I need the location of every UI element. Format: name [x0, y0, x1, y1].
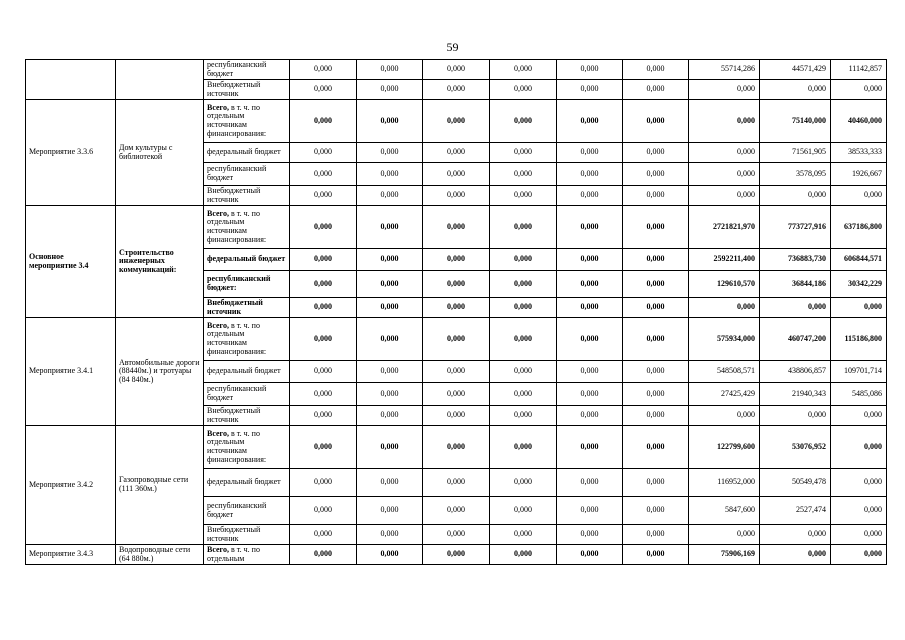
value-cell: 0,000 — [490, 80, 557, 100]
value-cell: 2721821,970 — [689, 206, 760, 249]
value-cell: 0,000 — [557, 497, 623, 525]
value-cell: 0,000 — [290, 406, 357, 426]
value-cell: 0,000 — [623, 100, 689, 143]
value-cell: 0,000 — [689, 80, 760, 100]
value-cell: 0,000 — [423, 186, 490, 206]
value-cell: 0,000 — [490, 361, 557, 383]
value-cell: 0,000 — [490, 545, 557, 565]
value-cell: 0,000 — [623, 298, 689, 318]
value-cell: 21940,343 — [760, 383, 831, 406]
source-total-label: Всего, — [207, 320, 229, 330]
value-cell: 0,000 — [357, 80, 423, 100]
value-cell: 0,000 — [623, 525, 689, 545]
source-label: в т. ч. по отдельным источникам финансирования: — [207, 428, 267, 464]
value-cell: 0,000 — [623, 426, 689, 469]
source-label: в т. ч. по отдельным источникам финансирования: — [207, 320, 267, 356]
value-cell: 71561,905 — [760, 143, 831, 163]
value-cell: 5485,086 — [831, 383, 887, 406]
value-cell: 0,000 — [623, 60, 689, 80]
value-cell: 0,000 — [423, 143, 490, 163]
object-cell: Дом культуры с библиотекой — [116, 100, 204, 206]
value-cell: 0,000 — [689, 143, 760, 163]
value-cell: 0,000 — [557, 525, 623, 545]
value-cell: 0,000 — [290, 206, 357, 249]
value-cell: 0,000 — [490, 60, 557, 80]
value-cell: 0,000 — [490, 318, 557, 361]
value-cell: 0,000 — [423, 361, 490, 383]
value-cell: 0,000 — [357, 186, 423, 206]
value-cell: 0,000 — [557, 186, 623, 206]
value-cell: 0,000 — [557, 80, 623, 100]
source-cell — [204, 206, 290, 249]
value-cell: 0,000 — [290, 60, 357, 80]
event-cell: Мероприятие 3.3.6 — [26, 100, 116, 206]
object-cell: Автомобильные дороги (88440м.) и тротуары (84 840м.) — [116, 318, 204, 426]
value-cell: 0,000 — [357, 545, 423, 565]
source-total-label: Всего, — [207, 208, 229, 218]
table-row — [26, 426, 887, 469]
value-cell: 0,000 — [357, 249, 423, 271]
value-cell: 0,000 — [557, 383, 623, 406]
value-cell: 0,000 — [557, 249, 623, 271]
value-cell: 3578,095 — [760, 163, 831, 186]
source-cell: федеральный бюджет — [204, 361, 290, 383]
value-cell: 116952,000 — [689, 469, 760, 497]
value-cell: 0,000 — [423, 525, 490, 545]
value-cell: 0,000 — [357, 406, 423, 426]
value-cell: 0,000 — [557, 206, 623, 249]
value-cell: 0,000 — [490, 383, 557, 406]
value-cell: 0,000 — [623, 318, 689, 361]
value-cell: 50549,478 — [760, 469, 831, 497]
source-total-label: Всего, — [207, 102, 229, 112]
value-cell: 0,000 — [357, 497, 423, 525]
value-cell: 0,000 — [557, 143, 623, 163]
value-cell: 40460,000 — [831, 100, 887, 143]
value-cell: 0,000 — [623, 469, 689, 497]
value-cell: 0,000 — [689, 406, 760, 426]
value-cell: 0,000 — [689, 100, 760, 143]
value-cell: 0,000 — [290, 271, 357, 298]
value-cell: 0,000 — [290, 298, 357, 318]
value-cell: 0,000 — [557, 100, 623, 143]
value-cell: 773727,916 — [760, 206, 831, 249]
object-cell — [116, 60, 204, 100]
source-label: в т. ч. по отдельным — [207, 544, 260, 563]
value-cell: 109701,714 — [831, 361, 887, 383]
source-total-label: Всего, — [207, 544, 229, 554]
value-cell: 0,000 — [557, 406, 623, 426]
value-cell: 0,000 — [557, 271, 623, 298]
value-cell: 0,000 — [490, 186, 557, 206]
event-cell: Мероприятие 3.4.1 — [26, 318, 116, 426]
value-cell: 0,000 — [623, 361, 689, 383]
source-total-label: Всего, — [207, 428, 229, 438]
value-cell: 0,000 — [290, 383, 357, 406]
value-cell: 38533,333 — [831, 143, 887, 163]
source-cell: Внебюджетный источник — [204, 525, 290, 545]
value-cell: 0,000 — [357, 318, 423, 361]
value-cell: 736883,730 — [760, 249, 831, 271]
value-cell: 0,000 — [290, 426, 357, 469]
value-cell: 606844,571 — [831, 249, 887, 271]
value-cell: 0,000 — [290, 249, 357, 271]
value-cell: 0,000 — [623, 143, 689, 163]
value-cell: 438806,857 — [760, 361, 831, 383]
value-cell: 0,000 — [623, 206, 689, 249]
value-cell: 0,000 — [490, 206, 557, 249]
source-cell: Внебюджетный источник — [204, 80, 290, 100]
value-cell: 548508,571 — [689, 361, 760, 383]
value-cell: 0,000 — [557, 426, 623, 469]
value-cell: 0,000 — [423, 545, 490, 565]
value-cell: 0,000 — [290, 318, 357, 361]
value-cell: 0,000 — [423, 426, 490, 469]
value-cell: 0,000 — [423, 100, 490, 143]
value-cell: 129610,570 — [689, 271, 760, 298]
value-cell: 0,000 — [557, 318, 623, 361]
value-cell: 0,000 — [623, 163, 689, 186]
value-cell: 0,000 — [490, 426, 557, 469]
source-cell: республиканский бюджет — [204, 163, 290, 186]
value-cell: 0,000 — [490, 271, 557, 298]
value-cell: 0,000 — [557, 545, 623, 565]
value-cell: 0,000 — [760, 406, 831, 426]
value-cell: 5847,600 — [689, 497, 760, 525]
value-cell: 44571,429 — [760, 60, 831, 80]
source-cell: республиканский бюджет — [204, 497, 290, 525]
value-cell: 55714,286 — [689, 60, 760, 80]
value-cell: 0,000 — [490, 525, 557, 545]
value-cell: 0,000 — [423, 206, 490, 249]
value-cell: 0,000 — [557, 469, 623, 497]
value-cell: 0,000 — [557, 361, 623, 383]
value-cell: 0,000 — [831, 426, 887, 469]
value-cell: 0,000 — [623, 497, 689, 525]
value-cell: 0,000 — [831, 406, 887, 426]
value-cell: 0,000 — [623, 545, 689, 565]
value-cell: 0,000 — [831, 298, 887, 318]
value-cell: 0,000 — [357, 525, 423, 545]
value-cell: 0,000 — [357, 361, 423, 383]
value-cell: 1926,667 — [831, 163, 887, 186]
table-row — [26, 206, 887, 249]
value-cell: 0,000 — [831, 497, 887, 525]
value-cell: 0,000 — [423, 318, 490, 361]
value-cell: 0,000 — [557, 163, 623, 186]
source-cell: федеральный бюджет — [204, 249, 290, 271]
value-cell: 0,000 — [357, 163, 423, 186]
value-cell: 0,000 — [357, 271, 423, 298]
value-cell: 637186,800 — [831, 206, 887, 249]
value-cell: 2592211,400 — [689, 249, 760, 271]
value-cell: 75906,169 — [689, 545, 760, 565]
object-cell: Газопроводные сети (111 360м.) — [116, 426, 204, 545]
value-cell: 30342,229 — [831, 271, 887, 298]
source-cell: федеральный бюджет — [204, 143, 290, 163]
value-cell: 0,000 — [557, 60, 623, 80]
value-cell: 0,000 — [357, 383, 423, 406]
source-cell: республиканский бюджет — [204, 383, 290, 406]
source-label: в т. ч. по отдельным источникам финансирования: — [207, 208, 267, 244]
value-cell: 0,000 — [423, 163, 490, 186]
value-cell: 0,000 — [423, 298, 490, 318]
value-cell: 36844,186 — [760, 271, 831, 298]
value-cell: 0,000 — [290, 100, 357, 143]
value-cell: 0,000 — [689, 525, 760, 545]
value-cell: 0,000 — [423, 497, 490, 525]
value-cell: 0,000 — [623, 406, 689, 426]
value-cell: 0,000 — [423, 406, 490, 426]
value-cell: 0,000 — [423, 249, 490, 271]
value-cell: 0,000 — [423, 60, 490, 80]
value-cell: 0,000 — [490, 249, 557, 271]
event-cell: Мероприятие 3.4.3 — [26, 545, 116, 565]
value-cell: 75140,000 — [760, 100, 831, 143]
value-cell: 0,000 — [831, 186, 887, 206]
value-cell: 0,000 — [831, 545, 887, 565]
source-cell: Внебюджетный источник — [204, 186, 290, 206]
value-cell: 0,000 — [357, 206, 423, 249]
value-cell: 2527,474 — [760, 497, 831, 525]
value-cell: 0,000 — [623, 271, 689, 298]
value-cell: 575934,000 — [689, 318, 760, 361]
value-cell: 0,000 — [423, 271, 490, 298]
value-cell: 0,000 — [831, 469, 887, 497]
value-cell: 0,000 — [423, 469, 490, 497]
value-cell: 0,000 — [831, 525, 887, 545]
table-row — [26, 545, 887, 565]
table-row — [26, 100, 887, 143]
value-cell: 0,000 — [423, 80, 490, 100]
value-cell: 0,000 — [760, 298, 831, 318]
value-cell: 0,000 — [490, 497, 557, 525]
event-cell: Мероприятие 3.4.2 — [26, 426, 116, 545]
value-cell: 0,000 — [490, 406, 557, 426]
value-cell: 0,000 — [423, 383, 490, 406]
value-cell: 0,000 — [357, 426, 423, 469]
event-cell — [26, 60, 116, 100]
value-cell: 0,000 — [357, 298, 423, 318]
source-cell: федеральный бюджет — [204, 469, 290, 497]
source-cell — [204, 318, 290, 361]
value-cell: 0,000 — [290, 163, 357, 186]
value-cell: 0,000 — [290, 525, 357, 545]
table-row — [26, 318, 887, 361]
source-cell: Внебюджетный источник — [204, 298, 290, 318]
value-cell: 0,000 — [290, 361, 357, 383]
value-cell: 11142,857 — [831, 60, 887, 80]
value-cell: 0,000 — [490, 143, 557, 163]
source-label: в т. ч. по отдельным источникам финансирования: — [207, 102, 267, 138]
value-cell: 0,000 — [623, 186, 689, 206]
value-cell: 53076,952 — [760, 426, 831, 469]
value-cell: 0,000 — [490, 100, 557, 143]
source-cell — [204, 426, 290, 469]
value-cell: 0,000 — [760, 186, 831, 206]
value-cell: 0,000 — [760, 545, 831, 565]
source-cell — [204, 545, 290, 565]
value-cell: 0,000 — [357, 469, 423, 497]
value-cell: 0,000 — [357, 100, 423, 143]
source-cell — [204, 100, 290, 143]
value-cell: 0,000 — [290, 186, 357, 206]
value-cell: 0,000 — [357, 60, 423, 80]
source-cell: Внебюджетный источник — [204, 406, 290, 426]
value-cell: 0,000 — [689, 186, 760, 206]
object-cell: Строительство инженерных коммуникаций: — [116, 206, 204, 318]
value-cell: 0,000 — [290, 80, 357, 100]
value-cell: 0,000 — [760, 80, 831, 100]
value-cell: 0,000 — [490, 163, 557, 186]
event-cell: Основное мероприятие 3.4 — [26, 206, 116, 318]
budget-table — [25, 59, 887, 565]
value-cell: 0,000 — [689, 163, 760, 186]
value-cell: 0,000 — [557, 298, 623, 318]
value-cell: 0,000 — [290, 545, 357, 565]
value-cell: 27425,429 — [689, 383, 760, 406]
value-cell: 122799,600 — [689, 426, 760, 469]
value-cell: 0,000 — [490, 469, 557, 497]
value-cell: 0,000 — [490, 298, 557, 318]
source-cell: республиканский бюджет: — [204, 271, 290, 298]
value-cell: 0,000 — [290, 469, 357, 497]
page-number: 59 — [446, 40, 459, 54]
value-cell: 0,000 — [357, 143, 423, 163]
value-cell: 115186,800 — [831, 318, 887, 361]
value-cell: 0,000 — [290, 497, 357, 525]
value-cell: 460747,200 — [760, 318, 831, 361]
value-cell: 0,000 — [623, 249, 689, 271]
value-cell: 0,000 — [623, 383, 689, 406]
table-row — [26, 60, 887, 80]
value-cell: 0,000 — [760, 525, 831, 545]
value-cell: 0,000 — [623, 80, 689, 100]
value-cell: 0,000 — [290, 143, 357, 163]
source-cell: республиканский бюджет — [204, 60, 290, 80]
value-cell: 0,000 — [831, 80, 887, 100]
value-cell: 0,000 — [689, 298, 760, 318]
object-cell: Водопроводные сети (64 880м.) — [116, 545, 204, 565]
